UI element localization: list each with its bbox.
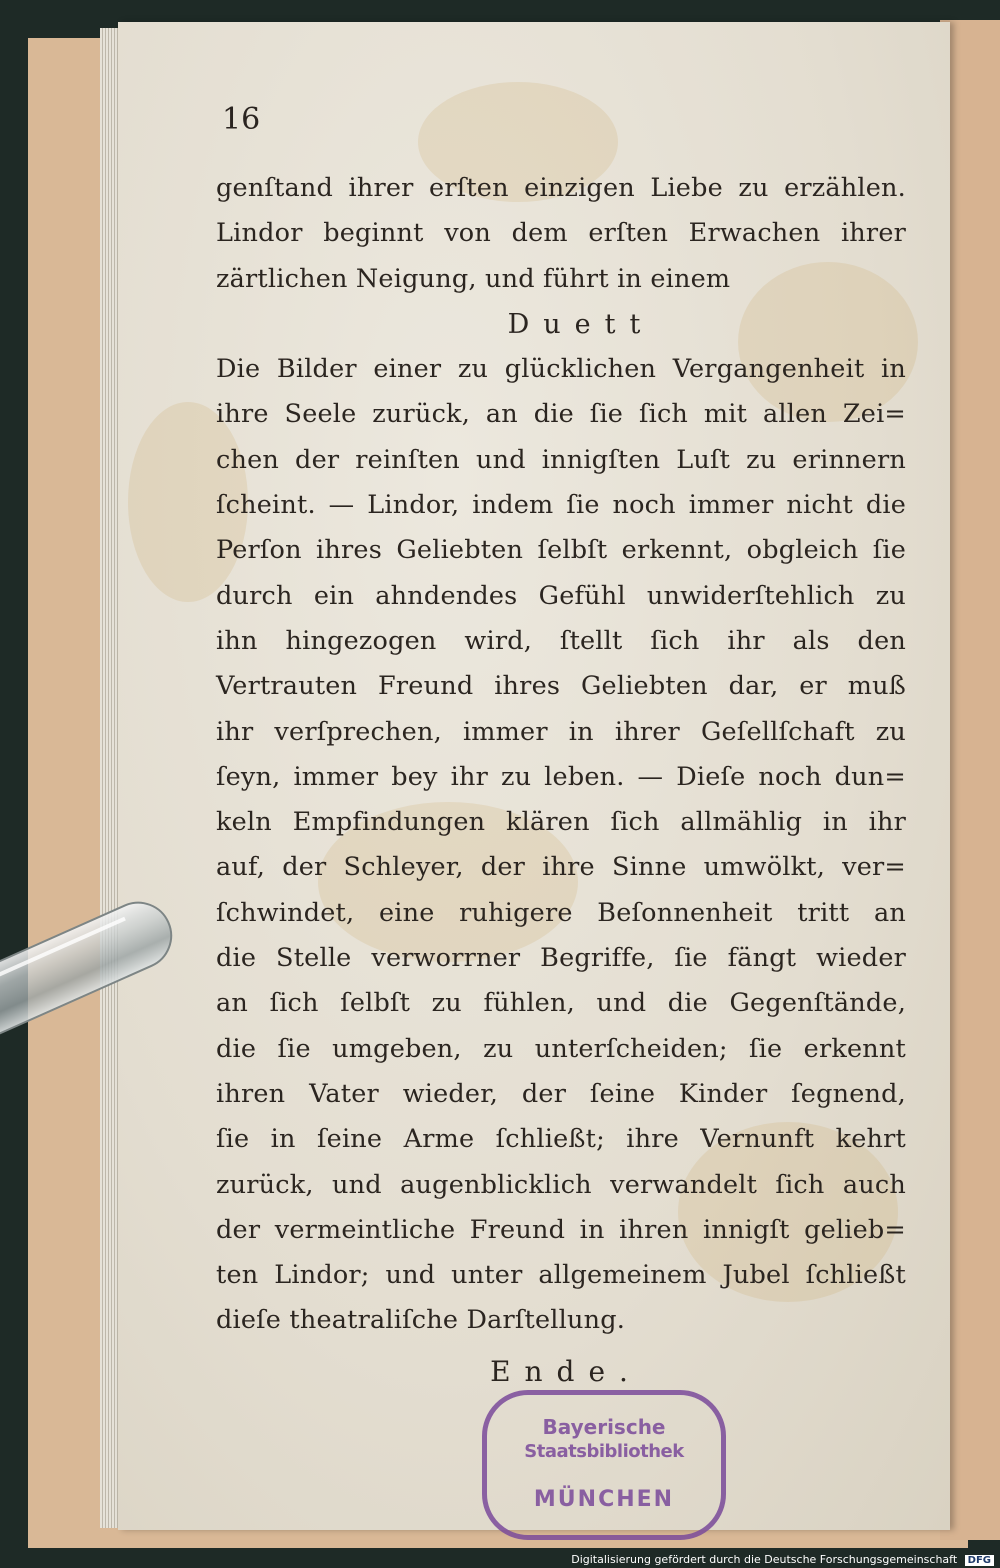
dfg-logo: DFG [965,1555,994,1566]
text-line: ihn hingezogen wird, ſtellt ſich ihr als den [216,625,906,656]
ending-mark: Ende. [490,1354,642,1388]
text-line: ſcheint. — Lindor, indem ſie noch immer nicht die [216,490,906,521]
text-line: auf, der Schleyer, der ihre Sinne umwölkt, ver= [216,852,906,883]
text-line: der vermeintliche Freund in ihren innigſt gelieb= [216,1214,906,1245]
text-line: Vertrauten Freund ihres Geliebten dar, er muß [216,671,906,702]
stamp-line: Bayerische [542,1415,666,1439]
text-line: ſchwindet, eine ruhigere Beſonnenheit tritt an [216,897,906,928]
text-line: genſtand ihrer erſten einzigen Liebe zu erzählen. [216,173,906,203]
text-line: Lindor beginnt von dem erſten Erwachen ihrer [216,218,906,249]
section-heading: Duett [507,308,655,340]
text-line: ihr verſprechen, immer in ihrer Geſellſchaft zu [216,716,906,747]
text-line: zurück, und augenblicklich verwandelt ſich auch [216,1169,906,1200]
digitization-credit [571,1553,994,1566]
text-line: zärtlichen Neigung, und führt in einem [216,263,731,294]
text-line: chen der reinſten und innigſten Luſt zu erinnern [216,444,906,475]
text-line: die ſie umgeben, zu unterſcheiden; ſie erkennt [216,1033,906,1064]
page-text [216,166,906,1400]
text-line: die Stelle verworrner Begriffe, ſie fängt wieder [216,943,906,974]
text-line: keln Empfindungen klären ſich allmählig in ihr [216,807,906,838]
text-line: Die Bilder einer zu glücklichen Vergangenheit in [216,354,906,385]
stamp-line: Staatsbibliothek [524,1441,684,1462]
text-line: ten Lindor; und unter allgemeinem Jubel ſchließt [216,1260,906,1291]
text-line: durch ein ahndendes Gefühl unwiderſtehlich zu [216,580,906,611]
text-line: an ſich ſelbſt zu fühlen, und die Gegenſtände, [216,988,906,1019]
stamp-line: MÜNCHEN [533,1487,675,1512]
text-line: ihren Vater wieder, der ſeine Kinder ſegnend, [216,1078,906,1109]
library-stamp [482,1390,726,1540]
text-line: Perſon ihres Geliebten ſelbſt erkennt, obgleich ſie [216,535,906,566]
page-number: 16 [222,102,261,137]
text-line: ihre Seele zurück, an die ſie ſich mit allen Zei= [216,399,906,430]
credit-text: Digitalisierung gefördert durch die Deutsche Forschungsgemeinschaft [571,1553,958,1566]
text-line: ſie in ſeine Arme ſchließt; ihre Vernunft kehrt [216,1124,906,1155]
page-stack-edge [100,28,120,1528]
text-line: dieſe theatraliſche Darſtellung. [216,1305,626,1336]
text-line: ſeyn, immer bey ihr zu leben. — Dieſe noch dun= [216,761,906,792]
